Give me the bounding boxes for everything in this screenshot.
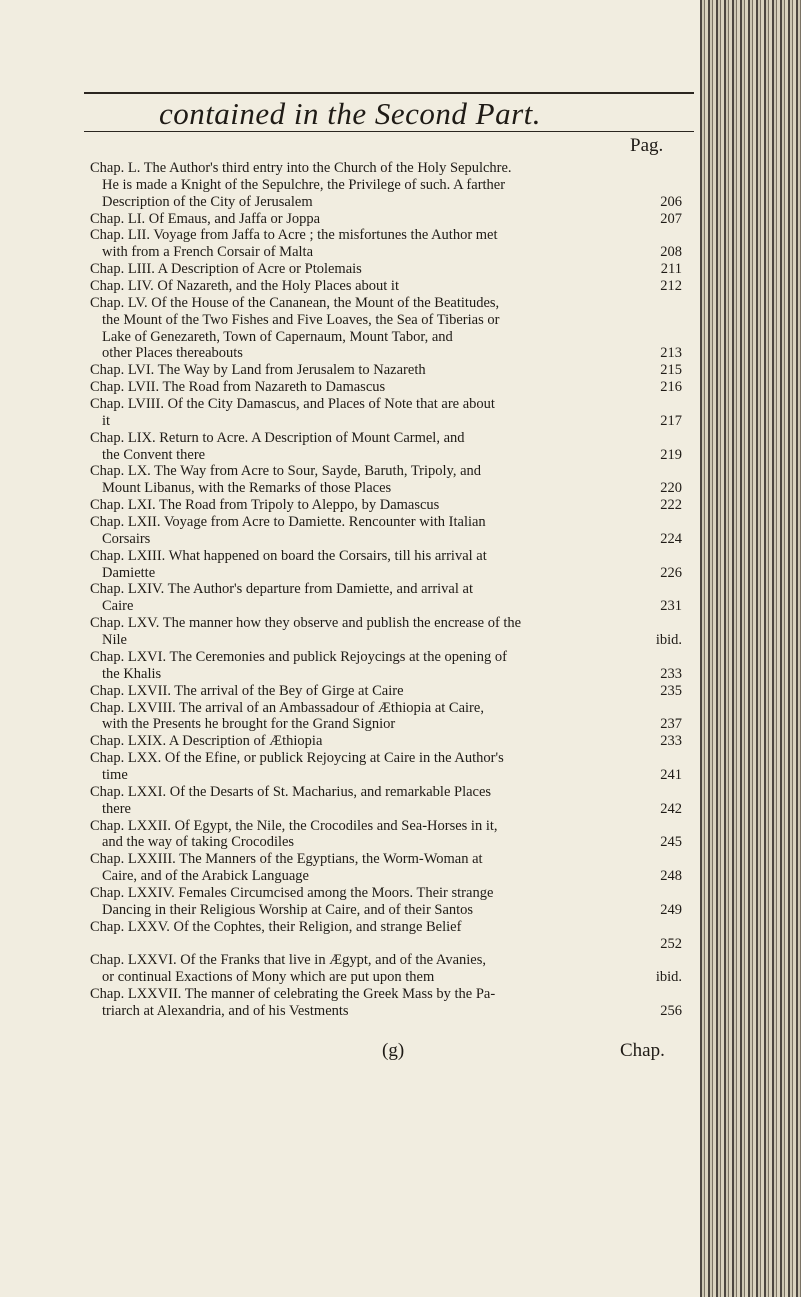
entry-page-number: 215 — [660, 362, 682, 379]
contents-entry — [90, 211, 682, 228]
entry-line: Chap. LXXI. Of the Desarts of St. Macharius, and remarkable Places — [90, 783, 492, 800]
entry-page-number: 217 — [660, 412, 682, 429]
contents-entry — [90, 278, 682, 295]
entry-page-number: 207 — [660, 210, 682, 227]
entry-page-number: 242 — [660, 800, 682, 817]
contents-entry — [90, 463, 682, 497]
contents-entry — [90, 784, 682, 818]
entry-page-number: 237 — [660, 716, 682, 733]
entry-line: the Khalis — [102, 665, 162, 682]
contents-entry — [90, 379, 682, 396]
contents-list — [90, 160, 682, 1020]
top-rule — [84, 92, 694, 94]
entry-line: Chap. LXXVI. Of the Franks that live in Ægypt, and of the Avanies, — [90, 952, 486, 969]
contents-entry — [90, 514, 682, 548]
entry-line: Chap. LVI. The Way by Land from Jerusalem to Nazareth — [90, 362, 426, 379]
entry-line: Chap. LXVIII. The arrival of an Ambassadour of Æthiopia at Caire, — [90, 699, 484, 716]
entry-line: Caire — [102, 598, 134, 615]
entry-line: Chap. LVIII. Of the City Damascus, and Places of Note that are about — [90, 396, 495, 413]
entry-line: Chap. LXXIII. The Manners of the Egyptians, the Worm-Woman at — [90, 851, 483, 868]
entry-page-number: 233 — [660, 665, 682, 682]
entry-page-number: 208 — [660, 244, 682, 261]
entry-line: Chap. LXIII. What happened on board the Corsairs, till his arrival at — [90, 547, 487, 564]
entry-page-number: 235 — [660, 682, 682, 699]
entry-page-number: 256 — [660, 1002, 682, 1019]
entry-line: Damiette — [102, 564, 156, 581]
header-rule — [84, 131, 694, 132]
entry-page-number: 233 — [660, 733, 682, 750]
entry-line: it — [102, 412, 111, 429]
entry-line: Chap. LVII. The Road from Nazareth to Damascus — [90, 379, 386, 396]
entry-page-number: 211 — [660, 261, 682, 278]
entry-page-number: 241 — [660, 766, 682, 783]
entry-page-number: 249 — [660, 901, 682, 918]
entry-page-number: 248 — [660, 868, 682, 885]
entry-line: time — [102, 766, 128, 783]
entry-line: Chap. LXXII. Of Egypt, the Nile, the Crocodiles and Sea-Horses in it, — [90, 817, 498, 834]
contents-entry — [90, 261, 682, 278]
entry-page-number: 226 — [660, 564, 682, 581]
entry-line: Chap. LIII. A Description of Acre or Ptolemais — [90, 261, 362, 278]
entry-line: Lake of Genezareth, Town of Capernaum, Mount Tabor, and — [102, 328, 453, 345]
contents-entry — [90, 430, 682, 464]
entry-line: other Places thereabouts — [102, 345, 243, 362]
entry-page-number: 206 — [660, 193, 682, 210]
entry-line: with the Presents he brought for the Grand Signior — [102, 716, 396, 733]
entry-page-number: ibid. — [655, 969, 682, 986]
entry-page-number: 220 — [660, 480, 682, 497]
contents-entry — [90, 295, 682, 362]
signature-mark: (g) — [382, 1040, 405, 1061]
contents-entry — [90, 396, 682, 430]
page-column-label: Pag. — [630, 135, 664, 156]
entry-line: Chap. LXXV. Of the Cophtes, their Religion, and strange Belief — [90, 918, 462, 935]
contents-entry — [90, 986, 682, 1020]
entry-page-number: 212 — [660, 278, 682, 295]
contents-entry — [90, 160, 682, 211]
entry-line: Description of the City of Jerusalem — [102, 193, 313, 210]
entry-line: Mount Libanus, with the Remarks of those Places — [102, 480, 392, 497]
contents-entry — [90, 952, 682, 986]
entry-line: Chap. LIX. Return to Acre. A Description of Mount Carmel, and — [90, 429, 465, 446]
entry-line: Nile — [102, 632, 127, 649]
entry-line: the Mount of the Two Fishes and Five Loaves, the Sea of Tiberias or — [102, 311, 500, 328]
contents-entry — [90, 750, 682, 784]
entry-page-number: ibid. — [655, 632, 682, 649]
entry-line: Chap. LIV. Of Nazareth, and the Holy Places about it — [90, 278, 399, 295]
entry-line: the Convent there — [102, 446, 206, 463]
entry-line: and the way of taking Crocodiles — [102, 834, 295, 851]
entry-page-number: 245 — [660, 834, 682, 851]
contents-entry — [90, 497, 682, 514]
entry-page-number: 224 — [660, 530, 682, 547]
entry-page-number: 231 — [660, 598, 682, 615]
contents-entry — [90, 362, 682, 379]
contents-entry — [90, 733, 682, 750]
contents-entry — [90, 615, 682, 649]
entry-line: Chap. L. The Author's third entry into the Church of the Holy Sepulchre. — [90, 160, 512, 176]
entry-line: Chap. LXIX. A Description of Æthiopia — [90, 733, 323, 750]
entry-line: He is made a Knight of the Sepulchre, the Privilege of such. A farther — [102, 176, 506, 193]
entry-line: with from a French Corsair of Malta — [102, 244, 314, 261]
entry-page-number: 216 — [660, 379, 682, 396]
contents-entry — [90, 919, 682, 953]
contents-entry — [90, 649, 682, 683]
entry-page-number: 222 — [660, 497, 682, 514]
catchword: Chap. — [620, 1040, 665, 1061]
entry-line: there — [102, 800, 131, 817]
entry-line: Corsairs — [102, 530, 151, 547]
contents-entry — [90, 700, 682, 734]
entry-line: Chap. LXIV. The Author's departure from Damiette, and arrival at — [90, 581, 473, 598]
entry-line: Caire, and of the Arabick Language — [102, 868, 309, 885]
entry-line: Chap. LII. Voyage from Jaffa to Acre ; the misfortunes the Author met — [90, 227, 498, 244]
entry-line: Chap. LXII. Voyage from Acre to Damiette. Rencounter with Italian — [90, 514, 486, 531]
entry-line: Chap. LV. Of the House of the Cananean, the Mount of the Beatitudes, — [90, 294, 500, 311]
entry-line: Chap. LXVII. The arrival of the Bey of Girge at Caire — [90, 682, 404, 699]
page-edge — [700, 0, 801, 1297]
contents-entry — [90, 227, 682, 261]
entry-page-number: 252 — [660, 935, 682, 952]
entry-line — [90, 936, 682, 953]
contents-entry — [90, 683, 682, 700]
entry-line: Chap. LXI. The Road from Tripoly to Aleppo, by Damascus — [90, 497, 440, 514]
running-header: contained in the Second Part. — [158, 96, 542, 131]
entry-line: Chap. LXXIV. Females Circumcised among the Moors. Their strange — [90, 884, 494, 901]
contents-entry — [90, 581, 682, 615]
contents-entry — [90, 548, 682, 582]
entry-line: Chap. LI. Of Emaus, and Jaffa or Joppa — [90, 210, 321, 227]
entry-line: Chap. LXV. The manner how they observe and publish the encrease of the — [90, 615, 522, 632]
entry-line: triarch at Alexandria, and of his Vestments — [102, 1002, 349, 1019]
entry-line: Chap. LXVI. The Ceremonies and publick Rejoycings at the opening of — [90, 648, 507, 665]
contents-entry — [90, 885, 682, 919]
contents-entry — [90, 818, 682, 852]
entry-page-number: 213 — [660, 345, 682, 362]
entry-line: or continual Exactions of Mony which are put upon them — [102, 969, 435, 986]
contents-entry — [90, 851, 682, 885]
entry-line: Dancing in their Religious Worship at Caire, and of their Santos — [102, 901, 474, 918]
entry-page-number: 219 — [660, 446, 682, 463]
entry-line: Chap. LX. The Way from Acre to Sour, Sayde, Baruth, Tripoly, and — [90, 463, 482, 480]
entry-line: Chap. LXX. Of the Efine, or publick Rejoycing at Caire in the Author's — [90, 750, 504, 767]
entry-line: Chap. LXXVII. The manner of celebrating the Greek Mass by the Pa- — [90, 986, 496, 1003]
